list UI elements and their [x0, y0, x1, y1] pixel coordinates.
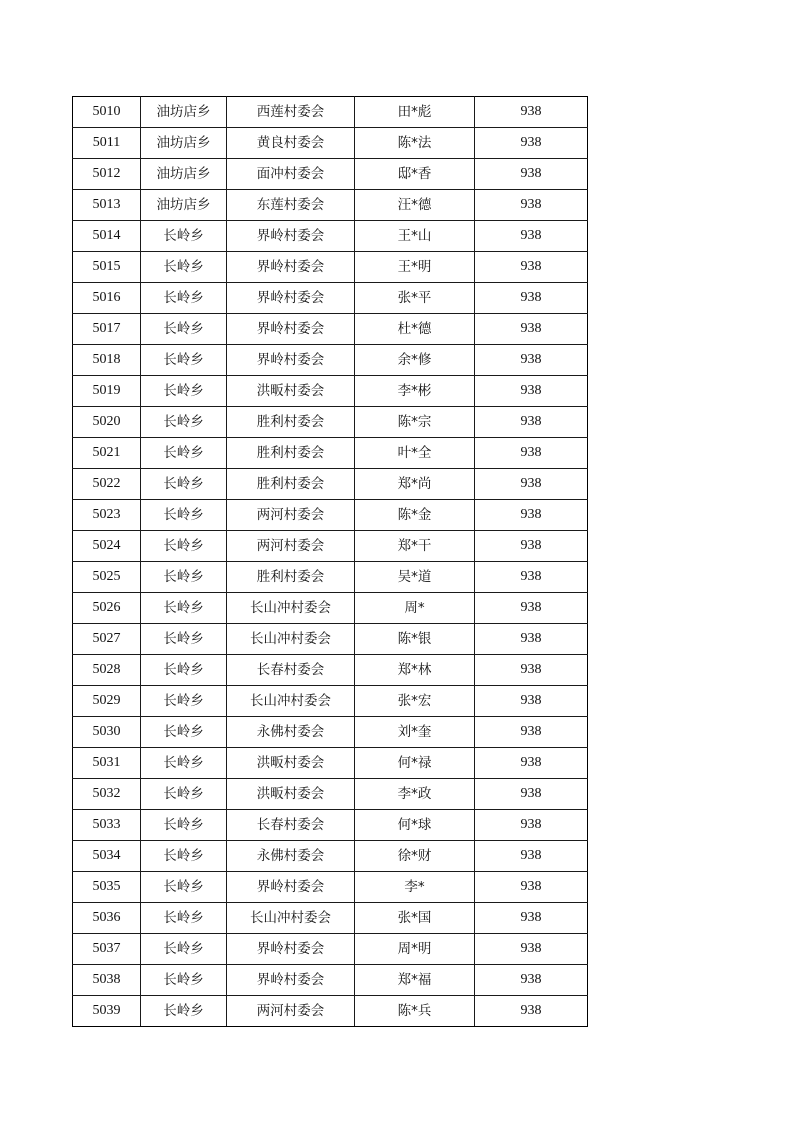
serial-number-cell: 5025 [73, 562, 141, 593]
name-cell: 陈*法 [355, 128, 475, 159]
table-row [73, 190, 588, 221]
serial-number-cell: 5032 [73, 779, 141, 810]
name-cell: 郑*林 [355, 655, 475, 686]
serial-number-cell: 5023 [73, 500, 141, 531]
name-cell: 王*山 [355, 221, 475, 252]
village-committee-cell: 界岭村委会 [227, 965, 355, 996]
village-committee-cell: 界岭村委会 [227, 934, 355, 965]
serial-number-cell: 5036 [73, 903, 141, 934]
serial-number-cell: 5020 [73, 407, 141, 438]
roster-table [72, 96, 588, 1027]
township-cell: 长岭乡 [141, 345, 227, 376]
amount-cell: 938 [475, 283, 588, 314]
township-cell: 长岭乡 [141, 965, 227, 996]
amount-cell: 938 [475, 872, 588, 903]
township-cell: 长岭乡 [141, 469, 227, 500]
serial-number-cell: 5033 [73, 810, 141, 841]
table-row [73, 965, 588, 996]
township-cell: 长岭乡 [141, 438, 227, 469]
village-committee-cell: 两河村委会 [227, 996, 355, 1027]
village-committee-cell: 长山冲村委会 [227, 686, 355, 717]
amount-cell: 938 [475, 128, 588, 159]
township-cell: 长岭乡 [141, 903, 227, 934]
amount-cell: 938 [475, 500, 588, 531]
table-row [73, 469, 588, 500]
table-row [73, 562, 588, 593]
table-row [73, 841, 588, 872]
serial-number-cell: 5031 [73, 748, 141, 779]
township-cell: 长岭乡 [141, 841, 227, 872]
township-cell: 长岭乡 [141, 314, 227, 345]
village-committee-cell: 界岭村委会 [227, 252, 355, 283]
village-committee-cell: 洪畈村委会 [227, 779, 355, 810]
serial-number-cell: 5039 [73, 996, 141, 1027]
table-row [73, 593, 588, 624]
village-committee-cell: 面冲村委会 [227, 159, 355, 190]
name-cell: 张*平 [355, 283, 475, 314]
name-cell: 陈*宗 [355, 407, 475, 438]
amount-cell: 938 [475, 438, 588, 469]
amount-cell: 938 [475, 810, 588, 841]
table-row [73, 159, 588, 190]
amount-cell: 938 [475, 779, 588, 810]
table-row [73, 717, 588, 748]
amount-cell: 938 [475, 252, 588, 283]
township-cell: 长岭乡 [141, 655, 227, 686]
table-row [73, 128, 588, 159]
name-cell: 邸*香 [355, 159, 475, 190]
table-row [73, 779, 588, 810]
village-committee-cell: 胜利村委会 [227, 407, 355, 438]
amount-cell: 938 [475, 159, 588, 190]
name-cell: 杜*德 [355, 314, 475, 345]
name-cell: 余*修 [355, 345, 475, 376]
table-row [73, 686, 588, 717]
township-cell: 长岭乡 [141, 996, 227, 1027]
village-committee-cell: 西莲村委会 [227, 97, 355, 128]
name-cell: 田*彪 [355, 97, 475, 128]
amount-cell: 938 [475, 686, 588, 717]
village-committee-cell: 长春村委会 [227, 655, 355, 686]
township-cell: 长岭乡 [141, 562, 227, 593]
name-cell: 汪*德 [355, 190, 475, 221]
township-cell: 长岭乡 [141, 221, 227, 252]
village-committee-cell: 胜利村委会 [227, 469, 355, 500]
name-cell: 王*明 [355, 252, 475, 283]
name-cell: 郑*尚 [355, 469, 475, 500]
village-committee-cell: 界岭村委会 [227, 314, 355, 345]
village-committee-cell: 洪畈村委会 [227, 376, 355, 407]
amount-cell: 938 [475, 221, 588, 252]
serial-number-cell: 5010 [73, 97, 141, 128]
serial-number-cell: 5038 [73, 965, 141, 996]
township-cell: 长岭乡 [141, 748, 227, 779]
amount-cell: 938 [475, 345, 588, 376]
table-row [73, 252, 588, 283]
township-cell: 长岭乡 [141, 872, 227, 903]
serial-number-cell: 5017 [73, 314, 141, 345]
township-cell: 油坊店乡 [141, 159, 227, 190]
table-row [73, 407, 588, 438]
township-cell: 长岭乡 [141, 686, 227, 717]
village-committee-cell: 黄良村委会 [227, 128, 355, 159]
name-cell: 郑*福 [355, 965, 475, 996]
table-row [73, 872, 588, 903]
table-row [73, 97, 588, 128]
amount-cell: 938 [475, 407, 588, 438]
serial-number-cell: 5027 [73, 624, 141, 655]
amount-cell: 938 [475, 624, 588, 655]
name-cell: 何*球 [355, 810, 475, 841]
serial-number-cell: 5029 [73, 686, 141, 717]
amount-cell: 938 [475, 376, 588, 407]
serial-number-cell: 5021 [73, 438, 141, 469]
serial-number-cell: 5037 [73, 934, 141, 965]
amount-cell: 938 [475, 841, 588, 872]
name-cell: 李*彬 [355, 376, 475, 407]
amount-cell: 938 [475, 469, 588, 500]
village-committee-cell: 洪畈村委会 [227, 748, 355, 779]
amount-cell: 938 [475, 717, 588, 748]
village-committee-cell: 胜利村委会 [227, 562, 355, 593]
township-cell: 长岭乡 [141, 531, 227, 562]
village-committee-cell: 东莲村委会 [227, 190, 355, 221]
serial-number-cell: 5035 [73, 872, 141, 903]
table-row [73, 314, 588, 345]
name-cell: 何*禄 [355, 748, 475, 779]
village-committee-cell: 长山冲村委会 [227, 624, 355, 655]
township-cell: 长岭乡 [141, 252, 227, 283]
village-committee-cell: 界岭村委会 [227, 872, 355, 903]
village-committee-cell: 界岭村委会 [227, 283, 355, 314]
village-committee-cell: 长山冲村委会 [227, 593, 355, 624]
roster-table-body [73, 97, 588, 1027]
township-cell: 油坊店乡 [141, 97, 227, 128]
table-row [73, 624, 588, 655]
serial-number-cell: 5028 [73, 655, 141, 686]
amount-cell: 938 [475, 965, 588, 996]
amount-cell: 938 [475, 903, 588, 934]
name-cell: 徐*财 [355, 841, 475, 872]
village-committee-cell: 界岭村委会 [227, 345, 355, 376]
village-committee-cell: 两河村委会 [227, 531, 355, 562]
table-row [73, 748, 588, 779]
township-cell: 油坊店乡 [141, 190, 227, 221]
table-row [73, 438, 588, 469]
serial-number-cell: 5030 [73, 717, 141, 748]
name-cell: 吴*道 [355, 562, 475, 593]
township-cell: 长岭乡 [141, 500, 227, 531]
township-cell: 油坊店乡 [141, 128, 227, 159]
serial-number-cell: 5018 [73, 345, 141, 376]
township-cell: 长岭乡 [141, 779, 227, 810]
table-row [73, 345, 588, 376]
serial-number-cell: 5013 [73, 190, 141, 221]
serial-number-cell: 5016 [73, 283, 141, 314]
amount-cell: 938 [475, 314, 588, 345]
serial-number-cell: 5034 [73, 841, 141, 872]
table-row [73, 655, 588, 686]
township-cell: 长岭乡 [141, 407, 227, 438]
village-committee-cell: 永佛村委会 [227, 717, 355, 748]
amount-cell: 938 [475, 562, 588, 593]
village-committee-cell: 胜利村委会 [227, 438, 355, 469]
serial-number-cell: 5014 [73, 221, 141, 252]
village-committee-cell: 界岭村委会 [227, 221, 355, 252]
serial-number-cell: 5019 [73, 376, 141, 407]
name-cell: 陈*金 [355, 500, 475, 531]
amount-cell: 938 [475, 531, 588, 562]
table-row [73, 810, 588, 841]
serial-number-cell: 5022 [73, 469, 141, 500]
amount-cell: 938 [475, 97, 588, 128]
amount-cell: 938 [475, 655, 588, 686]
table-row [73, 500, 588, 531]
table-row [73, 934, 588, 965]
village-committee-cell: 永佛村委会 [227, 841, 355, 872]
name-cell: 陈*银 [355, 624, 475, 655]
serial-number-cell: 5024 [73, 531, 141, 562]
township-cell: 长岭乡 [141, 624, 227, 655]
name-cell: 张*宏 [355, 686, 475, 717]
village-committee-cell: 长山冲村委会 [227, 903, 355, 934]
table-row [73, 903, 588, 934]
serial-number-cell: 5012 [73, 159, 141, 190]
township-cell: 长岭乡 [141, 810, 227, 841]
amount-cell: 938 [475, 748, 588, 779]
name-cell: 刘*奎 [355, 717, 475, 748]
table-row [73, 531, 588, 562]
name-cell: 周*明 [355, 934, 475, 965]
serial-number-cell: 5011 [73, 128, 141, 159]
amount-cell: 938 [475, 593, 588, 624]
table-row [73, 221, 588, 252]
serial-number-cell: 5026 [73, 593, 141, 624]
table-row [73, 376, 588, 407]
township-cell: 长岭乡 [141, 934, 227, 965]
name-cell: 陈*兵 [355, 996, 475, 1027]
name-cell: 张*国 [355, 903, 475, 934]
name-cell: 李*政 [355, 779, 475, 810]
amount-cell: 938 [475, 996, 588, 1027]
township-cell: 长岭乡 [141, 283, 227, 314]
amount-cell: 938 [475, 934, 588, 965]
name-cell: 周* [355, 593, 475, 624]
township-cell: 长岭乡 [141, 593, 227, 624]
township-cell: 长岭乡 [141, 376, 227, 407]
name-cell: 李* [355, 872, 475, 903]
village-committee-cell: 两河村委会 [227, 500, 355, 531]
amount-cell: 938 [475, 190, 588, 221]
table-row [73, 996, 588, 1027]
name-cell: 郑*干 [355, 531, 475, 562]
township-cell: 长岭乡 [141, 717, 227, 748]
serial-number-cell: 5015 [73, 252, 141, 283]
table-row [73, 283, 588, 314]
village-committee-cell: 长春村委会 [227, 810, 355, 841]
name-cell: 叶*全 [355, 438, 475, 469]
